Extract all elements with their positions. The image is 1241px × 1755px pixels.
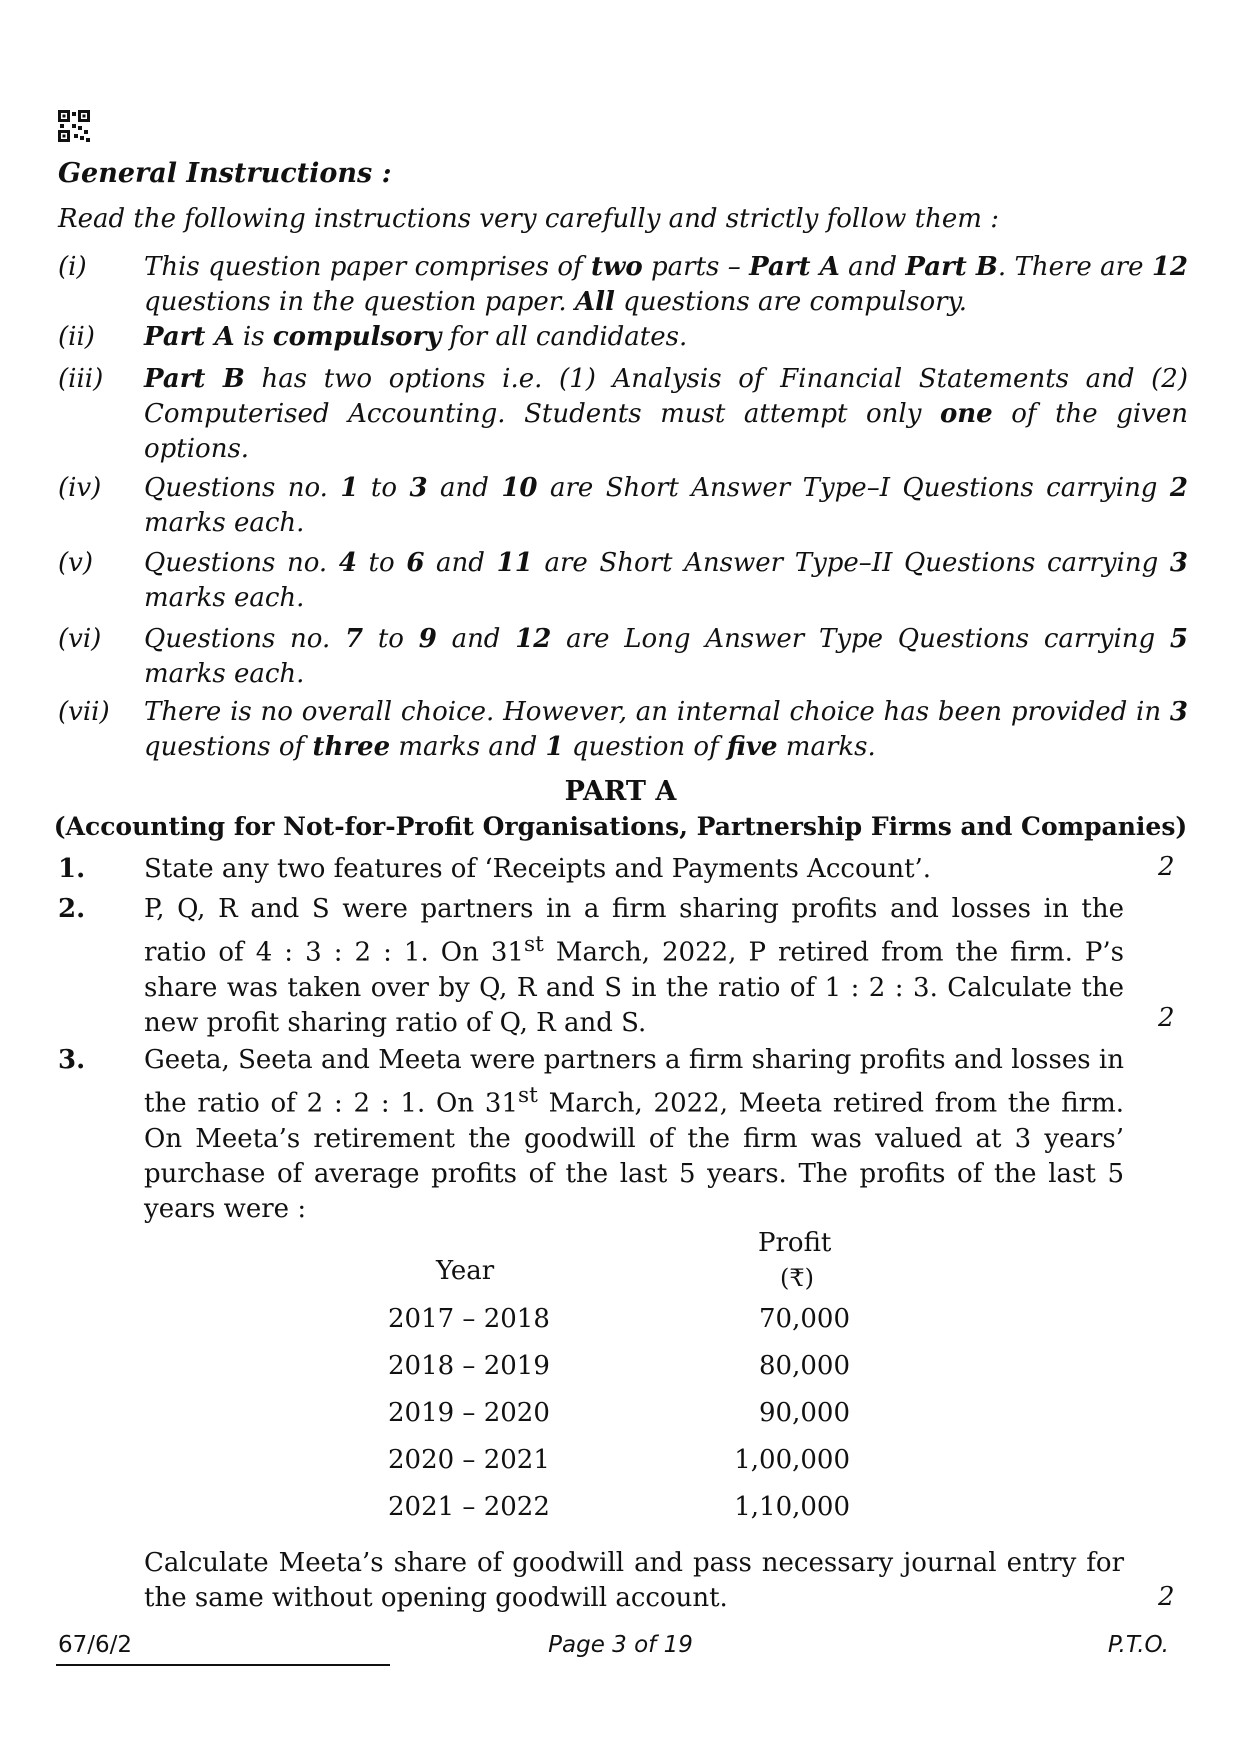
instruction-number: (iii) — [58, 364, 104, 394]
question-number: 3. — [58, 1045, 86, 1075]
question-1 — [58, 852, 1188, 887]
instruction-item — [58, 546, 1188, 616]
instruction-number: (iv) — [58, 473, 102, 503]
instruction-item — [58, 622, 1188, 692]
profit-cell: 70,000 — [759, 1304, 850, 1334]
question-marks: 2 — [1158, 1582, 1175, 1612]
question-marks: 2 — [1158, 852, 1175, 882]
instruction-text: Questions no. 1 to 3 and 10 are Short Answer Type–I Questions carrying 2 marks each. — [144, 473, 1188, 538]
question-text: State any two features of ‘Receipts and Payments Account’. — [144, 854, 932, 884]
instruction-text: Questions no. 7 to 9 and 12 are Long Answer Type Questions carrying 5 marks each. — [144, 624, 1188, 689]
year-cell: 2019 – 2020 — [388, 1398, 550, 1428]
instruction-item — [58, 250, 1188, 320]
question-marks: 2 — [1158, 1003, 1175, 1033]
instruction-text: Part A is compulsory for all candidates. — [144, 322, 688, 352]
table-row — [370, 1492, 850, 1526]
instruction-text: There is no overall choice. However, an internal choice has been provided in 3 questions of three marks and 1 question of five marks. — [144, 697, 1188, 762]
question-text: P, Q, R and S were partners in a firm sharing profits and losses in the ratio of 4 : 3 : 2 : 1. On 31st March, 2022, P retired from the firm. P’s share was taken over by Q, R and S in the ratio of 1 : 2 : 3. Calculate the new profit sharing ratio of Q, R and S. — [144, 894, 1124, 1038]
pto-label: P.T.O. — [1107, 1632, 1169, 1658]
question-2 — [58, 892, 1188, 1041]
page-number: Page 3 of 19 — [548, 1632, 693, 1658]
instruction-number: (v) — [58, 548, 93, 578]
footer-rule — [56, 1664, 390, 1666]
general-instructions-intro: Read the following instructions very carefully and strictly follow them : — [58, 204, 999, 234]
question-text: Calculate Meeta’s share of goodwill and pass necessary journal entry for the same without opening goodwill account. — [144, 1548, 1124, 1613]
instruction-text: Part B has two options i.e. (1) Analysis of Financial Statements and (2) Computerised Accounting. Students must attempt only one of the given options. — [144, 364, 1188, 464]
qr-code-icon — [58, 110, 90, 142]
instruction-item — [58, 320, 1188, 355]
table-row — [370, 1445, 850, 1479]
instruction-item — [58, 362, 1188, 467]
profit-cell: 80,000 — [759, 1351, 850, 1381]
general-instructions-title: General Instructions : — [58, 158, 392, 189]
column-header-year: Year — [436, 1256, 495, 1286]
instruction-number: (i) — [58, 252, 87, 282]
instruction-text: Questions no. 4 to 6 and 11 are Short Answer Type–II Questions carrying 3 marks each. — [144, 548, 1188, 613]
year-cell: 2021 – 2022 — [388, 1492, 550, 1522]
year-cell: 2018 – 2019 — [388, 1351, 550, 1381]
instruction-number: (vii) — [58, 697, 110, 727]
table-row — [370, 1304, 850, 1338]
column-header-profit: Profit — [758, 1228, 832, 1258]
profit-cell: 1,00,000 — [734, 1445, 850, 1475]
year-cell: 2020 – 2021 — [388, 1445, 550, 1475]
instruction-item — [58, 471, 1188, 541]
instruction-text: This question paper comprises of two parts – Part A and Part B. There are 12 questions in the question paper. All questions are compulsory. — [144, 252, 1188, 317]
question-number: 2. — [58, 894, 86, 924]
question-text: Geeta, Seeta and Meeta were partners a firm sharing profits and losses in the ratio of 2 : 2 : 1. On 31st March, 2022, Meeta retired from the firm. On Meeta’s retirement the goodwill of the firm was valued at 3 years’ purchase of average profits of the last 5 years. The profits of the last 5 years were : — [144, 1045, 1124, 1224]
part-title: PART A — [564, 776, 677, 807]
table-row — [370, 1351, 850, 1385]
profit-cell: 90,000 — [759, 1398, 850, 1428]
part-subtitle: (Accounting for Not-for-Profit Organisations, Partnership Firms and Companies) — [53, 812, 1188, 841]
instruction-number: (vi) — [58, 624, 102, 654]
year-cell: 2017 – 2018 — [388, 1304, 550, 1334]
column-header-unit: (₹) — [780, 1264, 814, 1292]
paper-code: 67/6/2 — [58, 1632, 133, 1658]
instruction-item — [58, 695, 1188, 765]
question-3 — [58, 1043, 1188, 1227]
question-3-followup — [58, 1546, 1188, 1616]
table-row — [370, 1398, 850, 1432]
question-number: 1. — [58, 854, 86, 884]
instruction-number: (ii) — [58, 322, 95, 352]
profit-cell: 1,10,000 — [734, 1492, 850, 1522]
